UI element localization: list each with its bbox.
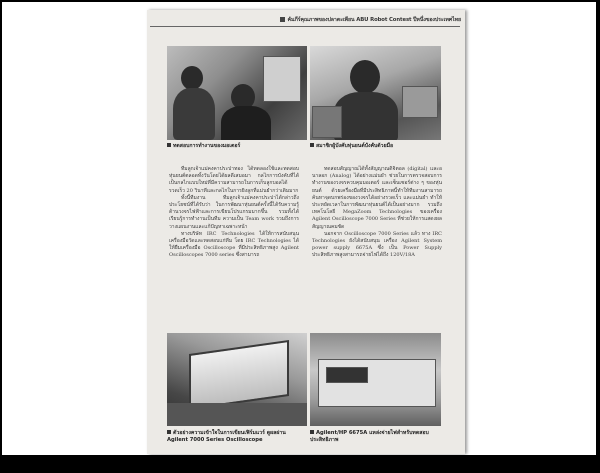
equipment-icon: [312, 106, 342, 138]
scan-frame: [2, 2, 596, 455]
caption-text: ทดสอบการทำงานของมอเตอร์: [173, 143, 241, 149]
caption-photo3: [167, 430, 307, 444]
photo-power-supply: [310, 333, 441, 426]
caption-square-icon: [310, 143, 314, 147]
paragraph: ทางบริษัท IRC Technologies ได้ให้การสนับสนุนเครื่องมือวัดและทดสอบแก่ทีม โดย IRC Technologies ได้ให้ยืมเครื่องมือ Oscilloscope ที่มีประสิทธิภาพสูง Agilent Oscilloscopes 7000 series ซึ่งสามารถ: [169, 230, 299, 259]
header-square-icon: [280, 17, 285, 22]
text-column-left: [169, 166, 299, 260]
photo-team-member: [310, 46, 441, 140]
paragraph: ทีมลูกเจ้าแม่คงคาประปาทอง ได้ทดลองใช้และทดสอบหุ่นยนต์ตลอดทั้งวันโดยได้ผลดีเสมอมา กลไกการบังคับที่ได้เป็นกลไกแบบใหม่ที่มีความสามารถในการเก็บลูกบอลได้รวดเร็ว 20 วินาทีและกลไกในการยิงลูกที่แม่นยำกว่าเดิมมาก: [169, 166, 299, 194]
caption-photo1: [167, 143, 307, 150]
caption-square-icon: [310, 430, 314, 434]
paragraph: ทดสอบสัญญาณได้ทั้งสัญญาณดิจิตอล (digital) และอนาลอก (Analog) ได้อย่างแม่นยำ ช่วยในการตรวจสอบการทำงานของวงจรควบคุมมอเตอร์ และเซ็นเซอร์ต่าง ๆ ของหุ่นยนต์ ด้วยเครื่องมือที่มีประสิทธิภาพนี้ทำให้ทีมงานสามารถค้นหาจุดบกพร่องของวงจรได้อย่างรวดเร็ว และแม่นยำ ทำให้ประหยัดเวลาในการพัฒนาหุ่นยนต์ได้เป็นอย่างมาก รวมถึงเทคโนโลยี MegaZoom Technologies ของเครื่อง Agilent Oscilloscope 7000 Series ที่ช่วยให้การแสดงผลสัญญาณคมชัด: [312, 166, 442, 230]
caption-text: ตัวอย่างความเข้าใจในการเขียนเฟิร์มแวร์ ดูผลผ่าน Agilent 7000 Series Oscilloscope: [167, 430, 286, 443]
caption-square-icon: [167, 143, 171, 147]
person-body-icon: [334, 92, 398, 140]
person-head-icon: [181, 66, 203, 90]
caption-text: Agilent/HP 6675A แหล่งจ่ายไฟสำหรับทดสอบประสิทธิภาพ: [310, 430, 429, 443]
text-column-right: [312, 166, 442, 260]
display-icon: [326, 367, 368, 383]
header-text: คัมภีร์คุณภาพของปลาตะเพียน ABU Robot Contest ปีหนึ่งของประเทศไทย: [287, 17, 461, 23]
oscilloscope-body-icon: [167, 403, 307, 426]
page-header: [149, 16, 461, 25]
paragraph: ทั้งนี้ทีมงาน ทีมลูกเจ้าแม่คงคาประปาได้กล่าวถึงประโยชน์ที่ได้รับว่า ในการพัฒนาหุ่นยนต์ครั้งนี้ได้รับความรู้ด้านวงจรไฟฟ้าและการเขียนโปรแกรมมากขึ้น รวมทั้งได้เรียนรู้การทำงานเป็นทีม ความเป็น Team work รวมถึงการวางแผนงานและแก้ปัญหาเฉพาะหน้า: [169, 194, 299, 230]
person-head-icon: [350, 60, 380, 94]
robot-part-icon: [402, 86, 438, 118]
photo-motor-test: [167, 46, 307, 140]
paragraph: นอกจาก Oscilloscope 7000 Series แล้ว ทาง IRC Technologies ยังได้สนับสนุน เครื่อง Agilent System power supply 6675A ซึ่ง เป็น Power Supply ประสิทธิภาพสูงสามารถจ่ายไฟได้ถึง 120V/18A: [312, 230, 442, 259]
magazine-page: [147, 10, 465, 454]
caption-photo4: [310, 430, 441, 444]
caption-square-icon: [167, 430, 171, 434]
header-rule: [150, 26, 460, 27]
photo-oscilloscope: [167, 333, 307, 426]
person-body-icon: [173, 88, 215, 140]
robot-frame-icon: [263, 56, 301, 102]
person-body-icon: [221, 106, 271, 140]
caption-text: สมาชิกผู้บังคับหุ่นยนต์บังคับด้วยมือ: [316, 143, 394, 149]
oscilloscope-screen-icon: [189, 340, 289, 410]
caption-photo2: [310, 143, 441, 150]
